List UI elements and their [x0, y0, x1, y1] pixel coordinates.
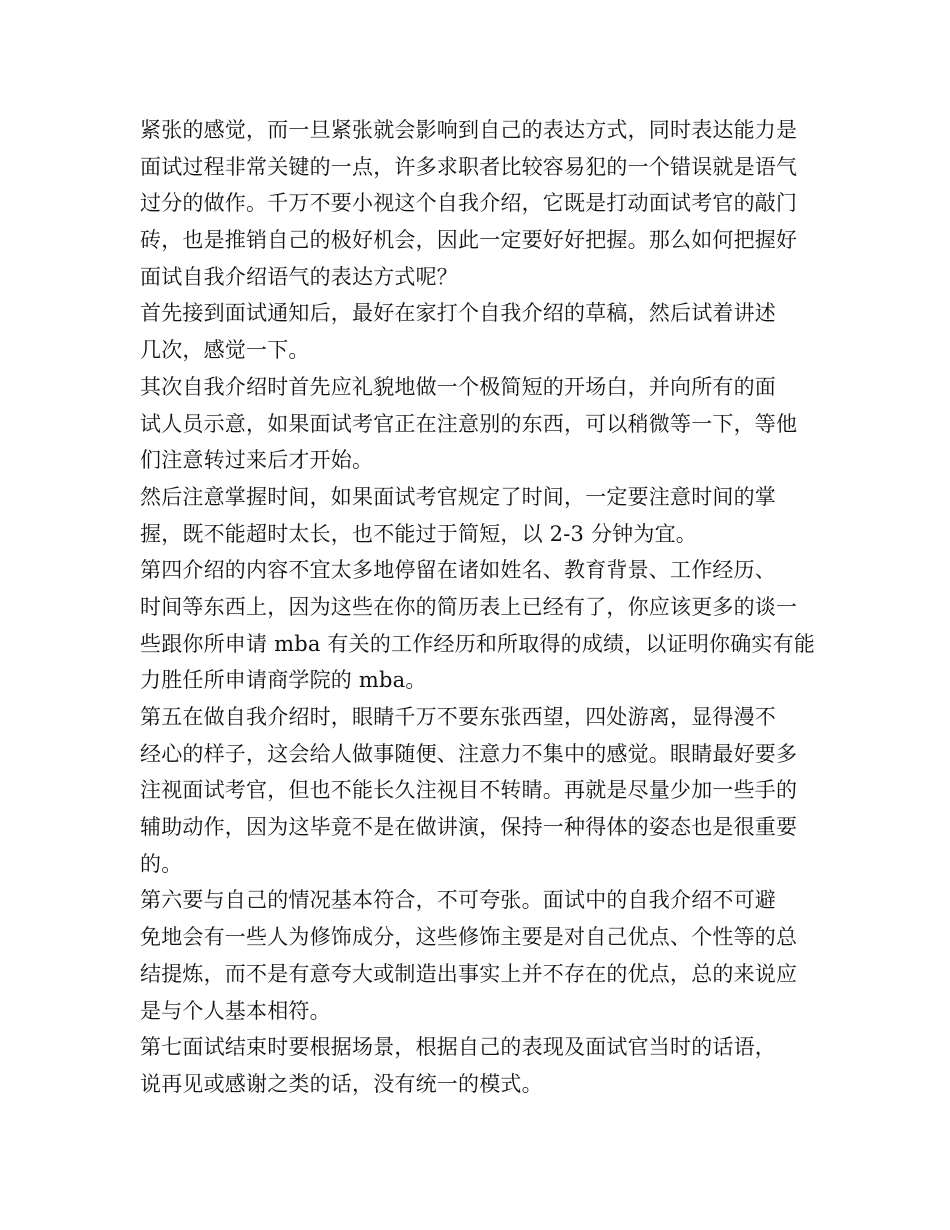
- text-line: 首先接到面试通知后，最好在家打个自我介绍的草稿，然后试着讲述: [140, 301, 776, 326]
- text-line: 第五在做自我介绍时，眼睛千万不要东张西望，四处游离，显得漫不: [140, 705, 776, 729]
- text-line: 紧张的感觉，而一旦紧张就会影响到自己的表达方式，同时表达能力是: [140, 118, 798, 142]
- text-line: 辅助动作，因为这毕竟不是在做讲演，保持一种得体的姿态也是很重要: [140, 815, 798, 840]
- text-line: 结提炼，而不是有意夸大或制造出事实上并不存在的优点，总的来说应: [140, 961, 798, 986]
- text-line: 注视面试考官，但也不能长久注视目不转睛。再就是尽量少加一些手的: [140, 778, 798, 803]
- text-line: 们注意转过来后才开始。: [140, 448, 374, 473]
- document-body: [140, 112, 820, 1103]
- text-line: 试人员示意，如果面试考官正在注意别的东西，可以稍微等一下，等他: [140, 411, 798, 436]
- text-line: 免地会有一些人为修饰成分，这些修饰主要是对自己优点、个性等的总: [140, 925, 798, 950]
- text-line: 经心的样子，这会给人做事随便、注意力不集中的感觉。眼睛最好要多: [140, 741, 798, 766]
- text-line: 过分的做作。千万不要小视这个自我介绍，它既是打动面试考官的敲门: [140, 191, 798, 216]
- text-line: 握，既不能超时太长，也不能过于简短，以 2-3 分钟为宜。: [140, 521, 697, 546]
- text-line: 几次，感觉一下。: [140, 338, 310, 363]
- text-line: 然后注意掌握时间，如果面试考官规定了时间，一定要注意时间的掌: [140, 484, 776, 509]
- text-line: 面试自我介绍语气的表达方式呢？: [140, 264, 458, 289]
- text-line: 时间等东西上，因为这些在你的简历表上已经有了，你应该更多的谈一: [140, 594, 798, 619]
- text-line: 其次自我介绍时首先应礼貌地做一个极简短的开场白，并向所有的面: [140, 374, 776, 399]
- text-line: 面试过程非常关键的一点，许多求职者比较容易犯的一个错误就是语气: [140, 154, 798, 179]
- text-line: 第七面试结束时要根据场景，根据自己的表现及面试官当时的话语，: [140, 1035, 776, 1060]
- text-line: 第四介绍的内容不宜太多地停留在诸如姓名、教育背景、工作经历、: [140, 558, 776, 583]
- text-line: 是与个人基本相符。: [140, 998, 331, 1023]
- text-line: 第六要与自己的情况基本符合，不可夸张。面试中的自我介绍不可避: [140, 888, 776, 913]
- text-line: 砖，也是推销自己的极好机会，因此一定要好好把握。那么如何把握好: [140, 228, 798, 253]
- text-line: 的。: [140, 851, 183, 876]
- text-line: 些跟你所申请 mba 有关的工作经历和所取得的成绩，以证明你确实有能: [140, 631, 816, 656]
- text-line: 说再见或感谢之类的话，没有统一的模式。: [140, 1071, 543, 1096]
- text-line: 力胜任所申请商学院的 mba。: [140, 668, 427, 693]
